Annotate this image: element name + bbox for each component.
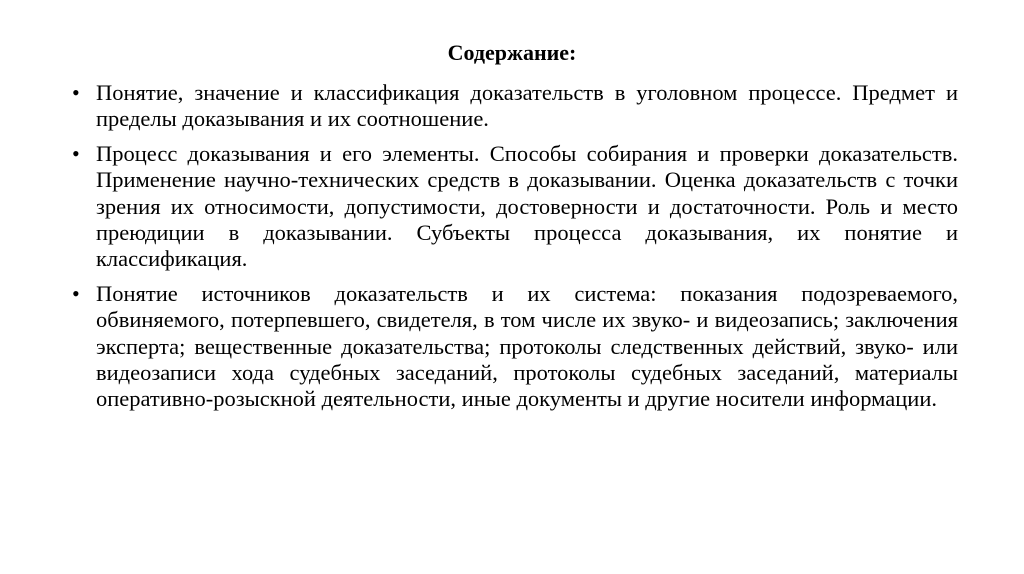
content-list — [70, 80, 958, 421]
bullet-icon: • — [72, 280, 80, 306]
list-item-text: Процесс доказывания и его элементы. Способы собирания и проверки доказательств. Применение научно-технических средств в доказывании. Оценка доказательств с точки зрения их относимости, допустимости, достоверности и достаточности. Роль и место преюдиции в доказывании. Субъекты процесса доказывания, их понятие и классификация. — [96, 140, 958, 272]
list-item — [70, 281, 958, 413]
list-item-text: Понятие, значение и классификация доказательств в уголовном процессе. Предмет и пределы доказывания и их соотношение. — [96, 80, 958, 132]
bullet-icon: • — [72, 140, 80, 166]
slide-title: Содержание: — [447, 40, 577, 65]
list-item-text: Понятие источников доказательств и их система: показания подозреваемого, обвиняемого, потерпевшего, свидетеля, в том числе их звуко- и видеозапись; заключения эксперта; вещественные доказательства; протоколы следственных действий, звуко- или видеозаписи хода судебных заседаний, протоколы судебных заседаний, материалы оперативно-розыскной деятельности, иные документы и другие носители информации. — [96, 280, 958, 412]
bullet-icon: • — [72, 80, 80, 105]
list-item — [70, 80, 958, 133]
list-item — [70, 141, 958, 273]
